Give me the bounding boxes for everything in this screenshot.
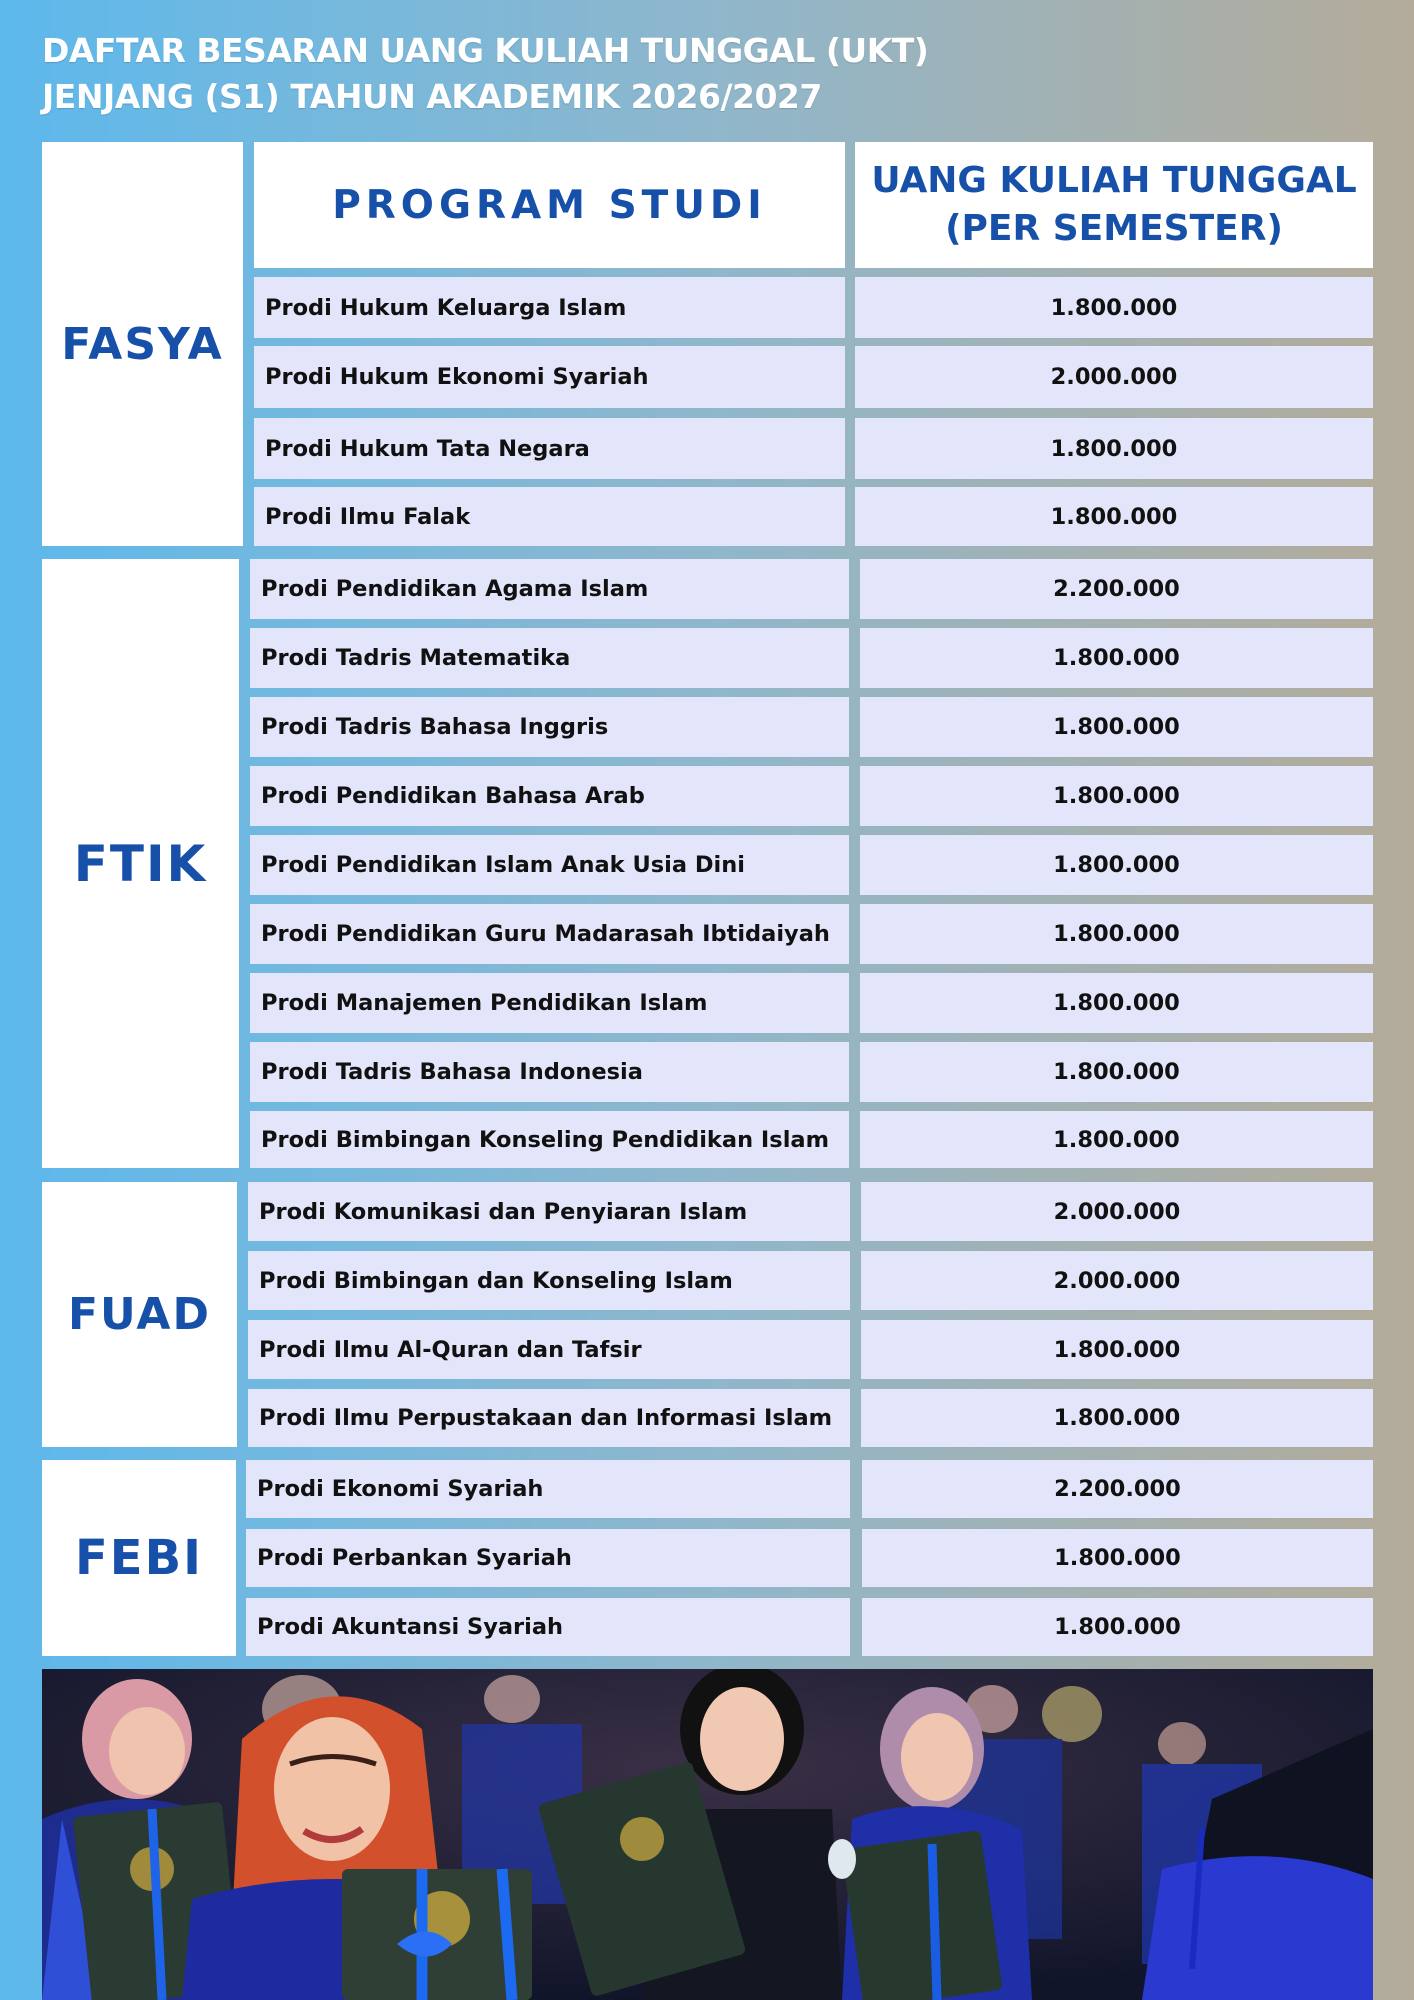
program-fee: 1.800.000	[862, 1598, 1373, 1656]
program-fee: 1.800.000	[855, 277, 1373, 338]
program-name: Prodi Pendidikan Bahasa Arab	[250, 766, 849, 826]
program-name: Prodi Ilmu Falak	[254, 487, 845, 546]
faculty-ftik: FTIK	[42, 559, 239, 1168]
header-uang-kuliah-tunggal	[855, 142, 1373, 268]
program-fee: 1.800.000	[860, 904, 1373, 964]
faculty-fuad: FUAD	[42, 1182, 237, 1447]
program-fee: 1.800.000	[855, 418, 1373, 479]
program-name: Prodi Hukum Keluarga Islam	[254, 277, 845, 338]
program-fee: 2.000.000	[855, 346, 1373, 408]
page-title	[42, 28, 928, 120]
program-name: Prodi Bimbingan dan Konseling Islam	[248, 1251, 850, 1310]
program-fee: 2.200.000	[862, 1460, 1373, 1518]
graduation-photo-icon	[42, 1669, 1373, 2000]
title-line-1: DAFTAR BESARAN UANG KULIAH TUNGGAL (UKT)	[42, 31, 929, 70]
program-name: Prodi Hukum Ekonomi Syariah	[254, 346, 845, 408]
program-name: Prodi Komunikasi dan Penyiaran Islam	[248, 1182, 850, 1241]
program-name: Prodi Tadris Bahasa Indonesia	[250, 1042, 849, 1102]
header-program-studi: PROGRAM STUDI	[254, 142, 845, 268]
program-name: Prodi Akuntansi Syariah	[246, 1598, 850, 1656]
program-fee: 2.000.000	[861, 1251, 1373, 1310]
title-line-2: JENJANG (S1) TAHUN AKADEMIK 2026/2027	[42, 77, 822, 116]
program-name: Prodi Perbankan Syariah	[246, 1529, 850, 1587]
program-name: Prodi Bimbingan Konseling Pendidikan Islam	[250, 1111, 849, 1168]
program-fee: 1.800.000	[855, 487, 1373, 546]
program-fee: 1.800.000	[860, 766, 1373, 826]
program-fee: 1.800.000	[860, 1042, 1373, 1102]
faculty-febi: FEBI	[42, 1460, 236, 1656]
program-fee: 1.800.000	[860, 835, 1373, 895]
program-name: Prodi Pendidikan Guru Madarasah Ibtidaiyah	[250, 904, 849, 964]
program-name: Prodi Manajemen Pendidikan Islam	[250, 973, 849, 1033]
program-fee: 2.000.000	[861, 1182, 1373, 1241]
program-fee: 1.800.000	[860, 973, 1373, 1033]
program-name: Prodi Ekonomi Syariah	[246, 1460, 850, 1518]
graduation-photo	[42, 1669, 1373, 2000]
program-name: Prodi Hukum Tata Negara	[254, 418, 845, 479]
program-fee: 1.800.000	[862, 1529, 1373, 1587]
program-fee: 1.800.000	[861, 1389, 1373, 1447]
program-fee: 2.200.000	[860, 559, 1373, 619]
program-name: Prodi Tadris Bahasa Inggris	[250, 697, 849, 757]
program-fee: 1.800.000	[861, 1320, 1373, 1379]
header-fee-line-2: (PER SEMESTER)	[945, 208, 1283, 249]
program-fee: 1.800.000	[860, 1111, 1373, 1168]
faculty-fasya: FASYA	[42, 142, 243, 546]
header-fee-line-1: UANG KULIAH TUNGGAL	[871, 160, 1357, 201]
program-fee: 1.800.000	[860, 697, 1373, 757]
program-name: Prodi Ilmu Perpustakaan dan Informasi Islam	[248, 1389, 850, 1447]
program-name: Prodi Pendidikan Islam Anak Usia Dini	[250, 835, 849, 895]
program-fee: 1.800.000	[860, 628, 1373, 688]
program-name: Prodi Pendidikan Agama Islam	[250, 559, 849, 619]
program-name: Prodi Tadris Matematika	[250, 628, 849, 688]
program-name: Prodi Ilmu Al-Quran dan Tafsir	[248, 1320, 850, 1379]
